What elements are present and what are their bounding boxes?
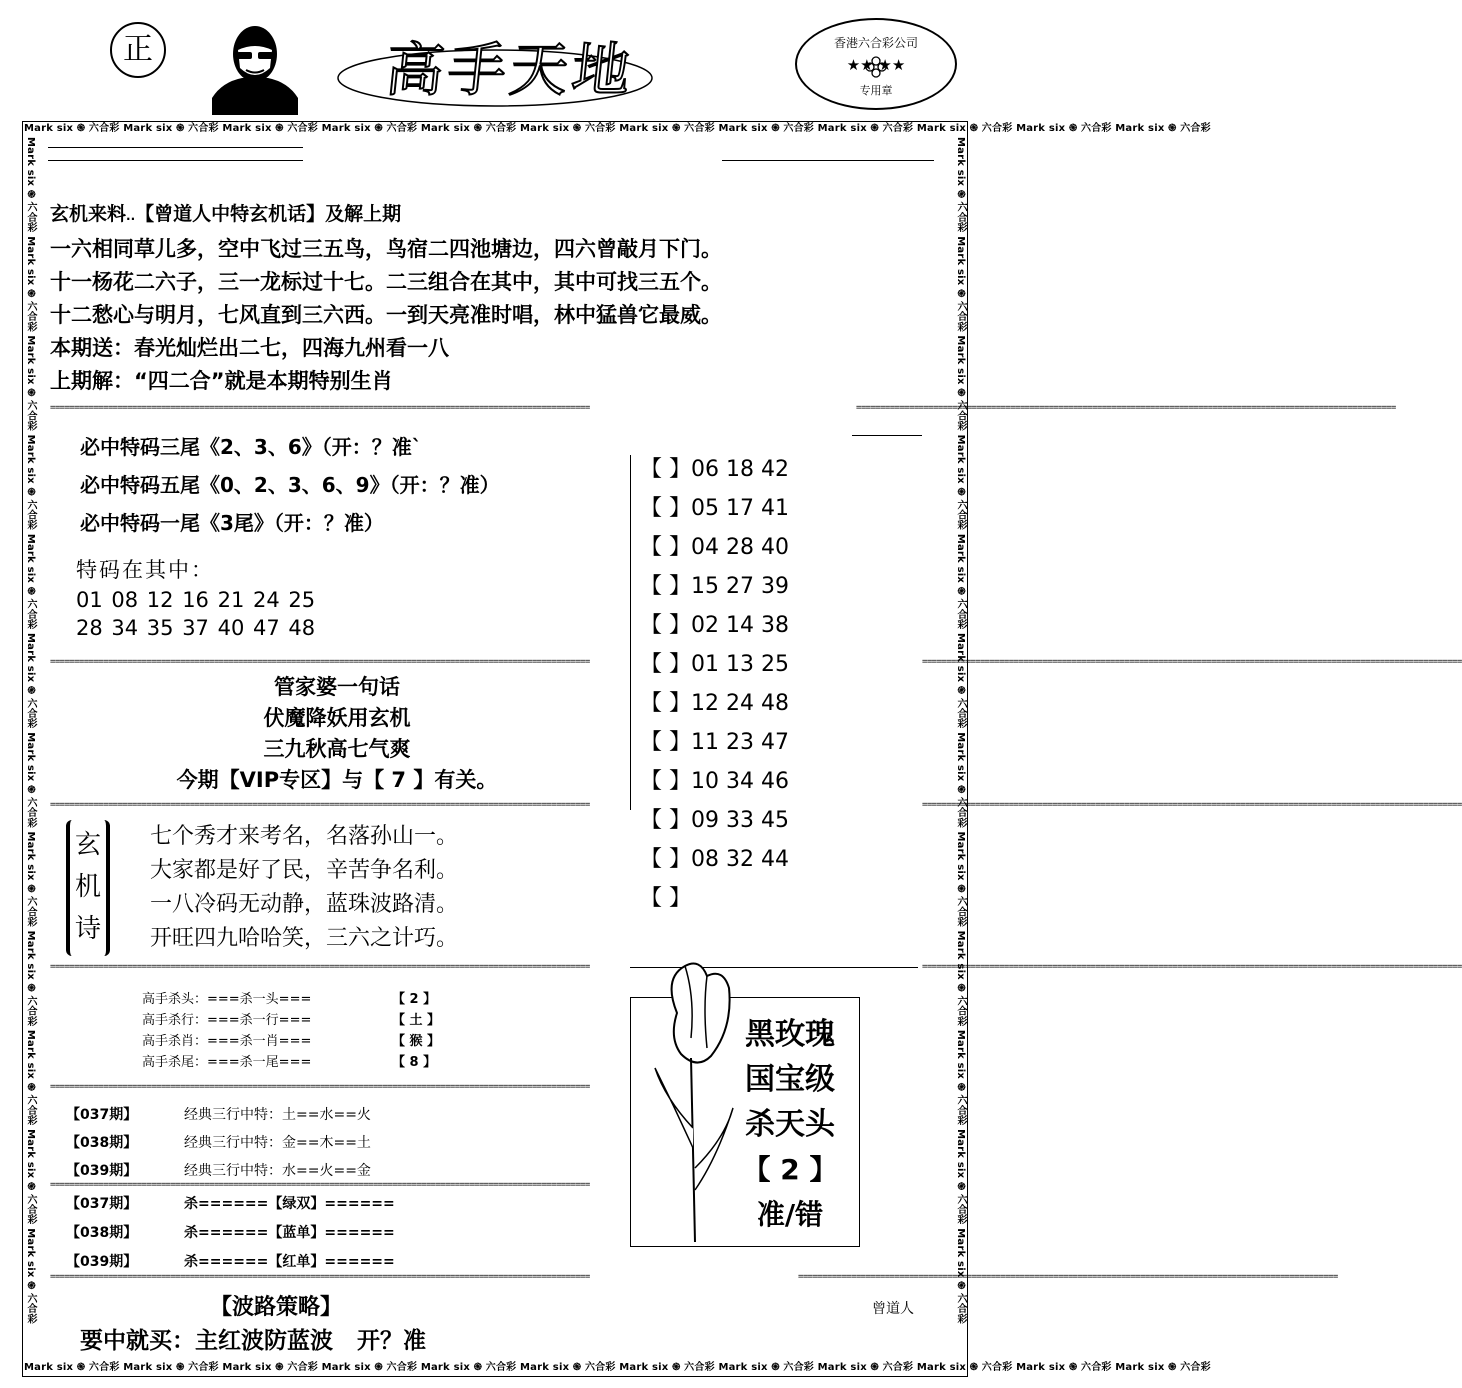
list-nums: 09 33 45 — [691, 808, 789, 833]
special-section — [76, 555, 315, 641]
special-row: 01 08 12 16 21 24 25 — [76, 588, 316, 612]
poem-label-char: 诗 — [74, 914, 101, 944]
list-bracket: 【 】 — [640, 886, 691, 911]
rose-line: 杀天头 — [745, 1107, 835, 1142]
divider — [630, 455, 631, 810]
housekeeper-line: 三九秋高七气爽 — [263, 737, 411, 761]
list-item — [640, 450, 789, 489]
poem-line: 开旺四九哈哈笑，三六之计巧。 — [150, 926, 459, 951]
list-item — [640, 840, 789, 879]
riddle-source — [50, 198, 940, 233]
list-bracket: 【 】 — [640, 535, 691, 560]
list-item — [640, 606, 789, 645]
list-nums: 12 24 48 — [691, 691, 789, 716]
rose-line: 国宝级 — [745, 1062, 835, 1097]
list-item — [640, 489, 789, 528]
border-bottom: Mark six ֍ 六合彩 Mark six ֍ 六合彩 Mark six ֍ 六合彩 Mark six ֍ 六合彩 Mark six ֍ 六合彩 Mark six ֍ 六合彩 Mark six ֍ 六合彩 Mark six ֍ 六合彩 Mark six ֍ 六合彩 Mark six ֍ 六合彩 Mark six ֍ 六合彩 Mark six ֍ 六合彩 — [24, 1362, 1211, 1373]
list-nums: 05 17 41 — [691, 496, 789, 521]
kill-label: 高手杀行：===杀一行=== — [142, 1013, 312, 1028]
housekeeper-line: 管家婆一句话 — [274, 675, 400, 699]
kill-value: 【 2 】 — [392, 992, 437, 1007]
list-item — [640, 567, 789, 606]
wave-row — [66, 1246, 395, 1275]
separator: ================================================================================================================ — [50, 1180, 590, 1190]
seal-text: 香港六合彩公司 — [833, 36, 918, 50]
poem-label-char: 机 — [74, 872, 101, 902]
special-row: 28 34 35 37 40 47 48 — [76, 616, 316, 640]
kill-row — [142, 1008, 440, 1029]
period-label: 【039期】 — [66, 1163, 138, 1179]
list-bracket: 【 】 — [640, 613, 691, 638]
separator: ================================================================================================================ — [856, 403, 1396, 413]
list-bracket: 【 】 — [640, 847, 691, 872]
kills-section — [142, 987, 440, 1071]
list-nums: 08 32 44 — [691, 847, 789, 872]
poem-line: 七个秀才来考名，名落孙山一。 — [150, 824, 459, 849]
classic-text: 经典三行中特：土==水==火 — [184, 1107, 371, 1123]
riddle-line: 上期解：“四二合”就是本期特别生肖 — [50, 369, 393, 393]
list-item — [640, 762, 789, 801]
separator: ================================================================================================================ — [50, 1082, 590, 1092]
source-dots: .. — [126, 209, 136, 223]
kill-value: 【 8 】 — [392, 1055, 437, 1070]
tails-section — [80, 428, 500, 542]
kill-value: 【 猴 】 — [392, 1034, 441, 1049]
list-item — [640, 801, 789, 840]
list-item — [640, 528, 789, 567]
list-nums: 01 13 25 — [691, 652, 789, 677]
divider — [722, 160, 934, 161]
kill-row — [142, 1029, 440, 1050]
list-nums: 11 23 47 — [691, 730, 789, 755]
riddle-section — [50, 198, 940, 398]
wave-text: 杀======【红单】====== — [184, 1254, 395, 1270]
seal-bottom: 专用章 — [859, 84, 893, 97]
kill-label: 高手杀肖：===杀一肖=== — [142, 1034, 312, 1049]
border-left: Mark six ֍ 六合彩 Mark six ֍ 六合彩 Mark six ֍ 六合彩 Mark six ֍ 六合彩 Mark six ֍ 六合彩 Mark six ֍ 六合彩 Mark six ֍ 六合彩 Mark six ֍ 六合彩 Mark six ֍ 六合彩 Mark six ֍ 六合彩 Mark six ֍ 六合彩 Mark six ֍ 六合彩 — [25, 137, 36, 1324]
kill-row — [142, 1050, 440, 1071]
source-label: 玄机来料 — [50, 203, 127, 225]
number-list — [640, 450, 789, 918]
poem-label — [66, 820, 110, 956]
classic-row — [66, 1128, 371, 1156]
border-right: Mark six ֍ 六合彩 Mark six ֍ 六合彩 Mark six ֍ 六合彩 Mark six ֍ 六合彩 Mark six ֍ 六合彩 Mark six ֍ 六合彩 Mark six ֍ 六合彩 Mark six ֍ 六合彩 Mark six ֍ 六合彩 Mark six ֍ 六合彩 Mark six ֍ 六合彩 Mark six ֍ 六合彩 — [955, 137, 966, 1324]
period-label: 【038期】 — [66, 1135, 138, 1151]
separator: ================================================================================================================ — [50, 800, 590, 810]
wave-row — [66, 1217, 395, 1246]
riddle-line: 十一杨花二六子，三一龙标过十七。二三组合在其中，其中可找三五个。 — [50, 270, 722, 294]
vip-line: 今期【VIP专区】与【 7 】有关。 — [176, 768, 498, 792]
classic-text: 经典三行中特：金==木==土 — [184, 1135, 371, 1151]
period-label: 【038期】 — [66, 1225, 138, 1241]
separator: ================================================================================================================ — [50, 962, 590, 972]
rose-line: 黑玫瑰 — [745, 1017, 835, 1052]
list-bracket: 【 】 — [640, 574, 691, 599]
kill-label: 高手杀头：===杀一头=== — [142, 992, 312, 1007]
rose-line: 【 2 】 — [742, 1153, 838, 1186]
rose-line: 准/错 — [756, 1198, 824, 1231]
border-top: Mark six ֍ 六合彩 Mark six ֍ 六合彩 Mark six ֍ 六合彩 Mark six ֍ 六合彩 Mark six ֍ 六合彩 Mark six ֍ 六合彩 Mark six ֍ 六合彩 Mark six ֍ 六合彩 Mark six ֍ 六合彩 Mark six ֍ 六合彩 Mark six ֍ 六合彩 Mark six ֍ 六合彩 — [24, 123, 1211, 134]
poem-label-char: 玄 — [74, 830, 101, 860]
divider — [852, 435, 922, 436]
wave-title: 【波路策略】 — [210, 1295, 343, 1320]
separator: ================================================================================================================ — [798, 1272, 1338, 1282]
kill-wave-section — [66, 1188, 395, 1275]
kill-value: 【 土 】 — [392, 1013, 441, 1028]
list-nums: 04 28 40 — [691, 535, 789, 560]
list-bracket: 【 】 — [640, 496, 691, 521]
riddle-line: 一六相同草儿多，空中飞过三五鸟，鸟宿二四池塘边，四六曾敲月下门。 — [50, 237, 722, 261]
list-nums: 06 18 42 — [691, 457, 789, 482]
period-label: 【037期】 — [66, 1196, 138, 1212]
badge-text: 正 — [123, 32, 153, 67]
badge-circle — [110, 22, 166, 78]
separator: ================================================================================================================ — [50, 1272, 590, 1282]
wave-row — [66, 1188, 395, 1217]
list-bracket: 【 】 — [640, 691, 691, 716]
list-bracket: 【 】 — [640, 730, 691, 755]
source-title: 【曾道人中特玄机话】及解上期 — [135, 203, 402, 225]
separator: ================================================================================================================ — [922, 800, 1462, 810]
separator: ================================================================================================================ — [922, 657, 1462, 667]
list-nums: 10 34 46 — [691, 769, 789, 794]
classic-section — [66, 1100, 371, 1184]
period-label: 【039期】 — [66, 1254, 138, 1270]
wave-text: 杀======【绿双】====== — [184, 1196, 395, 1212]
company-seal — [795, 18, 957, 110]
poem-line: 大家都是好了民，辛苦争名利。 — [150, 858, 459, 883]
riddle-line: 十二愁心与明月，七风直到三六西。一到天亮准时唱，林中猛兽它最威。 — [50, 303, 722, 327]
poem-text — [150, 820, 458, 956]
list-item — [640, 879, 789, 918]
special-label: 特码在其中： — [76, 558, 214, 582]
list-nums: 02 14 38 — [691, 613, 789, 638]
tail-line: 必中特码三尾《2、3、6》（开：？准` — [80, 435, 422, 459]
rose-text — [731, 1012, 849, 1237]
list-bracket: 【 】 — [640, 808, 691, 833]
rose-box — [630, 997, 860, 1247]
flower-icon — [865, 56, 887, 78]
list-item — [640, 723, 789, 762]
seal-stars: ★★ ★★ — [846, 56, 906, 74]
separator: ================================================================================================================ — [922, 962, 1462, 972]
list-item — [640, 684, 789, 723]
poem-line: 一八冷码无动静，蓝珠波路清。 — [150, 892, 459, 917]
housekeeper-line: 伏魔降妖用玄机 — [263, 706, 411, 730]
tail-line: 必中特码一尾《3尾》（开：？准） — [80, 511, 384, 535]
separator: ================================================================================================================ — [50, 403, 590, 413]
wave-strategy: 要中就买：主红波防蓝波 开？准 — [80, 1328, 427, 1354]
divider — [48, 160, 303, 161]
page-title: 高手天地 — [382, 36, 638, 104]
housekeeper-section — [50, 672, 624, 796]
kill-label: 高手杀尾：===杀一尾=== — [142, 1055, 312, 1070]
divider — [48, 147, 303, 148]
list-bracket: 【 】 — [640, 769, 691, 794]
classic-text: 经典三行中特：水==火==金 — [184, 1163, 371, 1179]
riddle-line: 本期送：春光灿烂出二七，四海九州看一八 — [50, 336, 449, 360]
wave-text: 杀======【蓝单】====== — [184, 1225, 395, 1241]
list-nums: 15 27 39 — [691, 574, 789, 599]
header — [0, 0, 987, 120]
author: 曾道人 — [872, 1301, 914, 1317]
list-item — [640, 645, 789, 684]
kill-row — [142, 987, 440, 1008]
period-label: 【037期】 — [66, 1107, 138, 1123]
separator: ================================================================================================================ — [50, 657, 590, 667]
rose-icon — [645, 958, 745, 1248]
portrait-image — [212, 20, 298, 115]
tail-line: 必中特码五尾《0、2、3、6、9》（开：？准） — [80, 473, 500, 497]
list-bracket: 【 】 — [640, 457, 691, 482]
classic-row — [66, 1100, 371, 1128]
list-bracket: 【 】 — [640, 652, 691, 677]
